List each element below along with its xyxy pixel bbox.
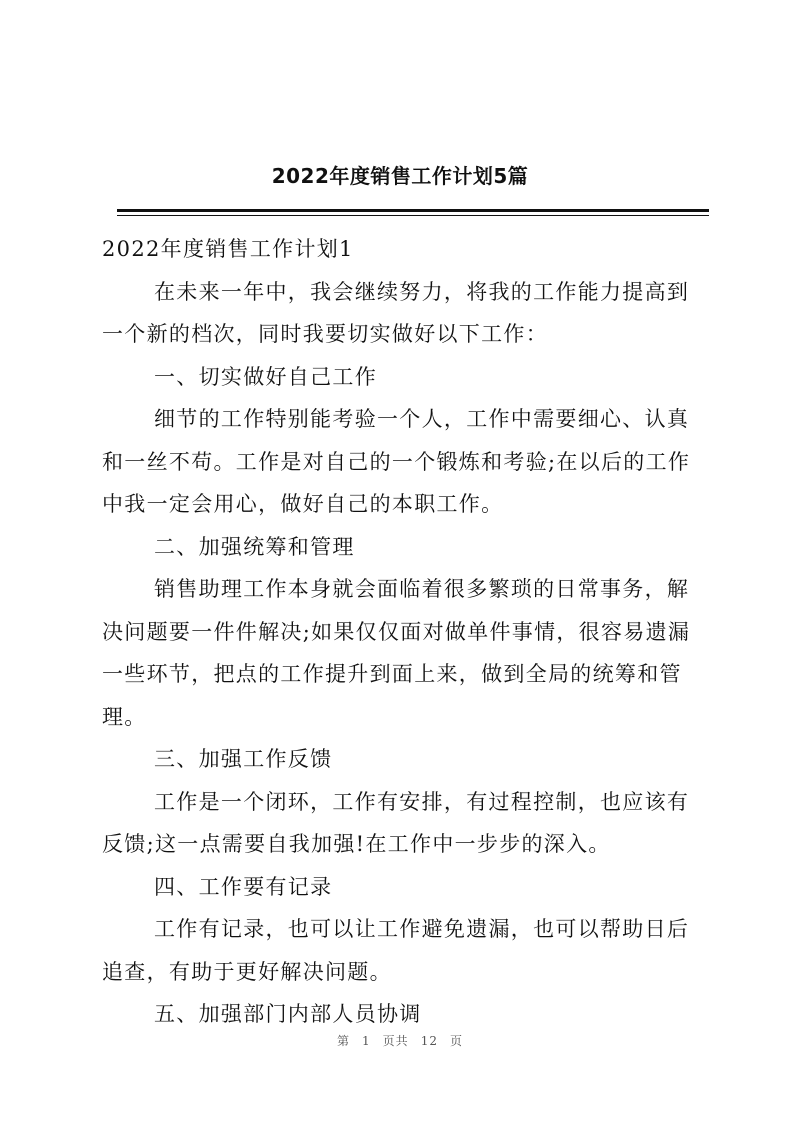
page-footer xyxy=(0,1032,800,1049)
section-heading: 2022年度销售工作计划1 xyxy=(102,237,354,261)
title-rule-thin xyxy=(117,215,709,216)
subheading: 二、加强统筹和管理 xyxy=(154,534,355,559)
footer-page-prefix: 第 xyxy=(337,1034,351,1048)
title-rule-thick xyxy=(117,209,709,212)
subheading: 五、加强部门内部人员协调 xyxy=(154,1002,422,1026)
subheading: 三、加强工作反馈 xyxy=(154,747,333,771)
paragraph: 在未来一年中，我会继续努力，将我的工作能力提高到一个新的档次，同时我要切实做好以下工作： xyxy=(102,279,690,346)
paragraph: 工作有记录，也可以让工作避免遗漏，也可以帮助日后追查，有助于更好解决问题。 xyxy=(102,917,690,984)
footer-page-total: 12 xyxy=(420,1034,438,1048)
document-title: 2022年度销售工作计划5篇 xyxy=(271,164,529,188)
footer-page-number: 1 xyxy=(362,1034,371,1048)
subheading: 一、切实做好自己工作 xyxy=(154,364,377,389)
subheading: 四、工作要有记录 xyxy=(154,874,333,899)
paragraph: 细节的工作特别能考验一个人，工作中需要细心、认真和一丝不苟。工作是对自己的一个锻炼和考验;在以后的工作中我一定会用心，做好自己的本职工作。 xyxy=(102,407,691,516)
footer-page-middle: 页共 xyxy=(382,1034,409,1048)
paragraph: 工作是一个闭环，工作有安排，有过程控制，也应该有反馈;这一点需要自我加强!在工作中一步步的深入。 xyxy=(102,789,690,856)
document-body xyxy=(102,228,706,1036)
paragraph: 销售助理工作本身就会面临着很多繁琐的日常事务，解决问题要一件件解决;如果仅仅面对做单件事情，很容易遗漏一些环节，把点的工作提升到面上来，做到全局的统筹和管理。 xyxy=(102,577,691,729)
footer-page-suffix: 页 xyxy=(449,1034,463,1048)
